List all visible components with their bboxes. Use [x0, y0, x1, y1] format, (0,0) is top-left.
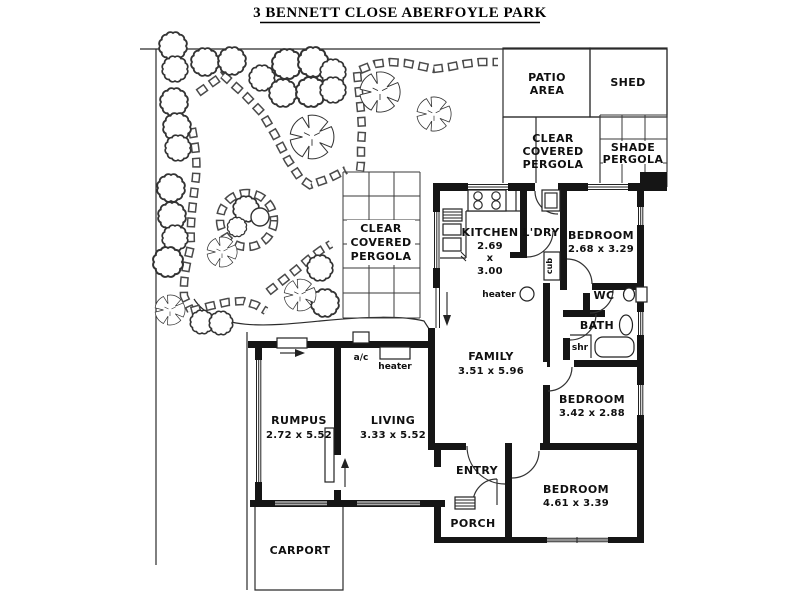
- label-rumpus: RUMPUS: [271, 414, 327, 427]
- label-entry: ENTRY: [455, 464, 499, 477]
- label-living: LIVING: [370, 414, 416, 427]
- label-carport: CARPORT: [269, 544, 331, 557]
- label-rumpus-dims: 2.72 x 5.52: [265, 430, 333, 441]
- header: [253, 5, 547, 23]
- large-tree-icon: [155, 295, 185, 325]
- label-pergola-left-2: COVERED: [350, 236, 412, 249]
- heater-hall: [482, 287, 534, 301]
- tree-icon: [209, 311, 232, 334]
- label-shed: SHED: [610, 76, 646, 89]
- large-tree-icon: [284, 279, 316, 311]
- window: [275, 501, 327, 506]
- label-bedroom2: BEDROOM: [559, 393, 625, 406]
- label-living-dims: 3.33 x 5.52: [359, 430, 427, 441]
- label-bedroom3: BEDROOM: [543, 483, 609, 496]
- slider-arrow-rumpus: [280, 349, 305, 357]
- wall-bedroom1-west: [560, 191, 567, 290]
- large-tree-icon: [290, 115, 334, 159]
- label-kitchen-d3: 3.00: [477, 266, 503, 277]
- window: [637, 312, 644, 335]
- label-cupboard: cub: [545, 257, 554, 275]
- wall-rumpus-living-divider: [334, 348, 341, 455]
- door-opening: [567, 283, 592, 290]
- wall-bath-west: [563, 338, 570, 360]
- label-pergola-left-1: CLEAR: [360, 222, 402, 235]
- label-bedroom1: BEDROOM: [568, 229, 634, 242]
- label-heater-living: heater: [378, 362, 412, 372]
- label-pergola-right-2: COVERED: [522, 145, 584, 158]
- slider-arrow-family: [443, 292, 451, 326]
- label-patio-1: PATIO: [528, 71, 566, 84]
- label-wc: WC: [593, 289, 615, 302]
- heater-circle-icon: [520, 287, 534, 301]
- large-tree-icon: [360, 72, 400, 112]
- sliding-door: [277, 338, 307, 348]
- wall-fence-block: [640, 172, 667, 191]
- wall-hall-east-lower: [543, 385, 550, 450]
- window: [588, 183, 628, 191]
- tree-icon: [157, 174, 185, 202]
- stove-icon: [468, 190, 506, 211]
- tree-icon: [251, 208, 269, 226]
- label-kitchen: KITCHEN: [461, 226, 519, 239]
- tree-icon: [162, 56, 188, 82]
- basin-icon: [620, 315, 633, 335]
- label-bedroom2-dims: 3.42 x 2.88: [558, 408, 626, 419]
- door-arc-bedroom1: [567, 259, 592, 284]
- wall-porch-south: [434, 537, 511, 543]
- stone-path: [191, 301, 266, 311]
- label-porch: PORCH: [450, 517, 496, 530]
- stone-path: [360, 62, 498, 70]
- label-bedroom3-dims: 4.61 x 3.39: [542, 498, 610, 509]
- wall-entry-west: [434, 443, 441, 467]
- tree-icon: [191, 48, 219, 76]
- large-tree-icon: [207, 237, 237, 267]
- tree-icon: [269, 79, 297, 107]
- window: [637, 207, 644, 225]
- label-ac: a/c: [353, 353, 369, 363]
- tree-icon: [227, 217, 246, 236]
- page-title: 3 BENNETT CLOSE ABERFOYLE PARK: [253, 5, 547, 21]
- bathtub-icon: [595, 337, 634, 357]
- label-shade-pergola-2: PERGOLA: [602, 153, 664, 166]
- label-kitchen-d2: x: [486, 253, 494, 264]
- sliding-door: [435, 288, 441, 328]
- label-family-dims: 3.51 x 5.96: [457, 366, 525, 377]
- label-bath: BATH: [579, 319, 615, 332]
- large-tree-icon: [417, 97, 451, 131]
- slider-arrow-divider: [341, 458, 349, 487]
- label-patio-2: AREA: [529, 84, 565, 97]
- tree-icon: [307, 255, 333, 281]
- label-bedroom1-dims: 2.68 x 3.29: [567, 244, 635, 255]
- label-shower: shr: [571, 343, 589, 353]
- label-kitchen-d1: 2.69: [477, 241, 503, 252]
- door-opening: [512, 443, 540, 450]
- door-opening: [550, 360, 574, 367]
- entry-steps: [455, 497, 475, 509]
- tree-icon: [320, 77, 346, 103]
- label-laundry: L'DRY: [522, 226, 560, 239]
- wall-laundry-south: [510, 252, 527, 258]
- laundry-trough-icon: [542, 190, 560, 211]
- wall-family-south: [428, 443, 466, 450]
- label-family: FAMILY: [468, 350, 514, 363]
- label-pergola-right-1: CLEAR: [532, 132, 574, 145]
- label-pergola-right-3: PERGOLA: [522, 158, 584, 171]
- window: [547, 537, 608, 543]
- window: [637, 385, 644, 415]
- door-arc-bedroom3: [512, 451, 539, 478]
- wall-east: [637, 191, 644, 543]
- tree-icon: [160, 88, 188, 116]
- cupboard: [544, 252, 560, 280]
- heater-living: [378, 347, 412, 372]
- label-shade-pergola-1: SHADE: [610, 141, 656, 154]
- wall-bedroom3-west: [505, 450, 512, 543]
- window: [357, 501, 420, 506]
- wall-hall-east-upper: [543, 283, 550, 362]
- wall-kitchen-laundry: [520, 191, 527, 258]
- pergola-left-grid: [343, 172, 420, 318]
- tree-icon: [165, 135, 191, 161]
- carport-area: [255, 507, 343, 590]
- window: [255, 360, 262, 482]
- tree-icon: [153, 247, 183, 277]
- door-arc-bedroom2: [548, 367, 572, 391]
- label-heater-hall: heater: [482, 290, 516, 300]
- label-pergola-left-3: PERGOLA: [350, 250, 412, 263]
- tree-icon: [218, 47, 246, 75]
- window: [433, 212, 440, 268]
